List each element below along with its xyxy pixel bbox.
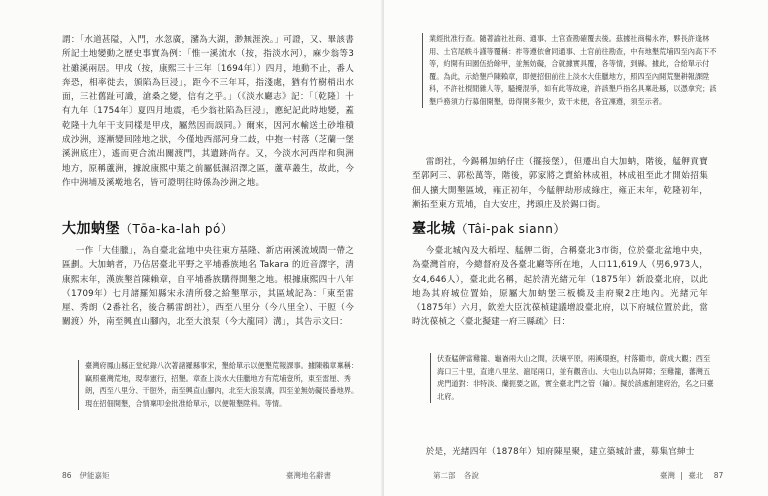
author-name: 伊能嘉矩 xyxy=(79,471,110,480)
right-paragraph-2-text: 今臺北城內及大稻埕、艋舺二街，合稱臺北3市街，位於臺北盆地中央，為臺灣首府，今總督府及各臺北廳等所在地，人口11,619人（男6,973人，女4,646人），臺北此名稱，起於清光緒元年（1875年）新設臺北府，以此地為其府城位置始，原屬大加蚋堡三板橋及圭府聚2庄地內。光緒元年（1875年）六月，欽差大臣沈葆楨建議增設臺北府，以下府城位置於此，當時沈葆楨之〈臺北擬建一府三縣疏〉曰： xyxy=(412,246,708,328)
right-block-quote-2-text: 伏查艋舺當雞籠、龜崙兩大山之間，沃壤平原，兩溪環抱，村落衢市，蔚成大觀；西至海口三十里，直達八里坌、滬尾兩口，並有觀音山、大屯山以為屏障；至雞籠，蕃灣五虎門道對：非特淡、蘭扼要之區，實全臺北門之管（鑰）。擬於該處創建府治，名之曰臺北府。 xyxy=(437,354,714,401)
right-paragraph-3-text: 於是，光緒四年（1878年）知府陳星聚，建立築城計畫，募集官紳士 xyxy=(425,447,695,457)
region-label: 臺灣 xyxy=(660,471,675,480)
section-heading-daikalah xyxy=(62,218,233,238)
subregion-label: 臺北 xyxy=(688,471,704,480)
right-paragraph-3 xyxy=(412,445,708,459)
heading-title: 臺北城 xyxy=(412,221,456,237)
right-paragraph-1 xyxy=(412,155,708,212)
left-footer-book-title xyxy=(286,470,331,481)
section-heading-taipei xyxy=(412,218,566,238)
section-label: 第二部 xyxy=(433,471,456,480)
right-footer-page-number: 臺灣 | 臺北 87 xyxy=(660,471,724,480)
right-block-quote-1 xyxy=(422,33,719,108)
page-number: 87 xyxy=(713,471,724,480)
left-paragraph-2 xyxy=(62,244,354,330)
right-paragraph-2 xyxy=(412,244,708,330)
heading-title: 大加蚋堡 xyxy=(62,221,120,237)
right-paragraph-1-text: 雷朗社，今錫稱加納仔庄（擺接堡），但遷出自大加蚋，階後，艋舺貢寶至郭阿三、郭松萬等，階後，郭家將之賣給林成祖，林成祖至此才開始招集佃人擴大開墾區域，雍正初年，今艋舺劫形成綠庄，雍正末年，乾隆初年，漸拓至東方荒埔，自大安庄，拷頭庄及於錫口街。 xyxy=(412,157,708,210)
chapter-label: 各說 xyxy=(463,471,479,480)
left-paragraph-1-text: 謂：「水道甚隘，入門，水忽廣，瀦為大湖，渺無涯涘。」可證，又、畢該書所記土地變動之歷史事實為例：「惟一溪流水（按，指淡水河），麻少翁等3社雖溪兩居。甲戌（按，康熙三十三年〔1694年〕）四月，地動不止，番人奔恐，相率徙去，頒陷為巨浸」，距今不三年耳，指淺處，猶有竹樹梢出水面，三社舊趾可識，滄桑之變，信有之乎。」（《淡水廳志》記：「〔乾隆〕十有九年〔1754年〕夏四月地震，毛少翁社陷為巨浸」，應紀記此時地變，蓋乾隆十九年干支同樣是甲戌，屬然因而誤同。）爾來，因河水輸送土砂堆積成沙洲，逐漸變回陸地之狀，今僅地西部河身二歧，中抱一村落（芝蘭一堡溪洲底庄），遙而更合流出關渡門，其遺跡尚存。又，今淡水河西岸和與洲地方，原稱蘆洲，據說康熙中葉之前屬低濕沼澤之區，蘆草叢生，故此，今作中洲埔及溪墘地名，皆可證明往時係為沙洲之地。 xyxy=(62,35,354,188)
book-title: 臺灣地名辭書 xyxy=(286,471,331,480)
page-number: 86 xyxy=(62,471,72,480)
left-footer-page-number xyxy=(62,470,110,481)
heading-romanized: （Tōa-ka-lah pó） xyxy=(120,222,234,236)
heading-romanized: （Tâi-pak siann） xyxy=(455,222,566,236)
left-paragraph-1 xyxy=(62,33,354,190)
right-block-quote-2 xyxy=(430,353,715,403)
left-block-quote-text: 臺灣府鳳山縣正堂紀錄八次著諸羅縣事宋，墾給單示以便墾荒報課事。據陳賴章稟稱：竊照臺灣荒地，現奉憲行，招墾。章查上淡水大佳臘地方有荒埔壹所，東至雷厘、秀朗，西至八里分、干脰外，南至興直山腳內，北至大浪泵溝，四至並無妨礙民番地界。現在招佃開墾，合情稟叩金批准給單示，以便報墾陞科。等情。 xyxy=(85,361,359,408)
right-block-quote-1-text: 業經批准行查。隨著諭社社商、通事、土官查勘確覆去後。茲據社商楊永祚，夥長許逢林用、土官尾帙斗謹等覆稱：祚等遵依會同通事、土官前往勘查，中有地墾荒埔四至內高下不等，約開有田園伍拾餘甲，並無妨礙，合就據實具覆，各等情，到縣。據此，合給單示付覆。為此，示給墾戶陳賴章，即便招佃前往上淡水大佳臘地方，照四至內開荒墾耕報課陞科，不許社棍閒雜人等，騷擾混爭，如有此等故違，許該墾戶指名具稟赴縣，以憑拿究；該墾戶務須力行募佃開墾，毋得開多報少，致干未便，各宜凜遵，須至示者。 xyxy=(429,34,717,106)
left-paragraph-2-text: 一作「大佳臘」，為自臺北盆地中央往東方基隆、新店兩溪流域間一帶之區劃。大加蚋者，乃佔居臺北平野之平埔番族地名 Takara 的近音譯字，清康熙末年，漢族墾首陳賴章，自平埔番族購得開墾之地。根據康熙四十八年（1709年）七月諸羅知縣宋永清所發之給墾單示，其區域記為：「東至雷厘、秀朗（2番社名，後合稱雷朗社），西至八里分（今八里全）、干脰（今關渡）外，南至興直山腳內，北至大浪泵（今大龍同）溝」，其告示文曰： xyxy=(62,246,354,328)
left-block-quote xyxy=(78,360,361,410)
right-footer-section xyxy=(433,470,479,481)
